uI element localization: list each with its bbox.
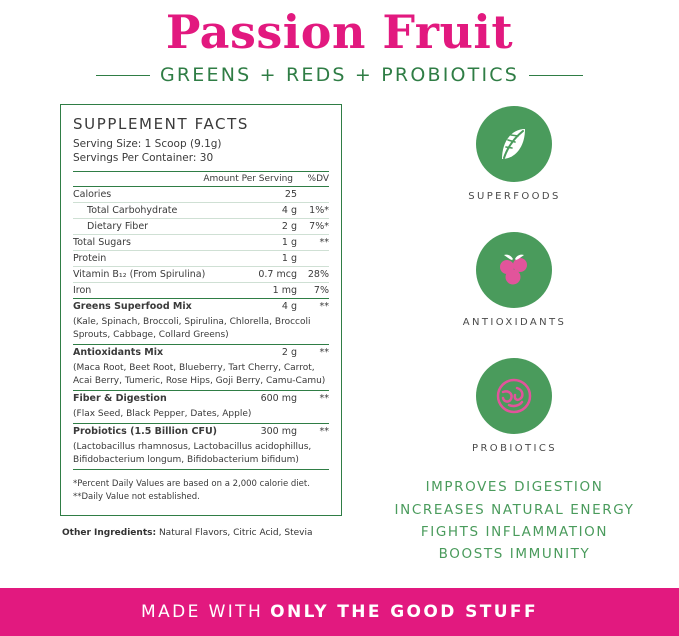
badge-list — [370, 104, 659, 454]
blend-name: Antioxidants Mix — [73, 346, 164, 358]
blend-name: Fiber & Digestion — [73, 392, 167, 404]
badge-probiotics — [472, 358, 557, 454]
blend-dv: ** — [319, 392, 329, 404]
divider-right — [529, 75, 583, 76]
nutrient-dv: 7% — [297, 282, 329, 298]
nutrient-amount: 1 g — [245, 250, 297, 266]
table-row — [73, 344, 329, 360]
table-row — [73, 218, 329, 234]
benefit-item: INCREASES NATURAL ENERGY — [394, 501, 635, 518]
servings-per-container: Servings Per Container: 30 — [73, 152, 214, 165]
table-row — [73, 390, 329, 406]
table-row — [73, 423, 329, 439]
benefit-item: FIGHTS INFLAMMATION — [420, 523, 609, 540]
leaf-icon — [489, 119, 539, 169]
nutrient-dv: 1%* — [297, 202, 329, 218]
nutrient-name: Iron — [73, 282, 245, 298]
benefit-item: IMPROVES DIGESTION — [425, 479, 604, 496]
nutrient-name: Total Sugars — [73, 234, 245, 250]
blend-description: (Kale, Spinach, Broccoli, Spirulina, Chlorella, Broccoli Sprouts, Cabbage, Collard Greens) — [73, 314, 329, 345]
table-row — [73, 234, 329, 250]
blend-dv: ** — [319, 300, 329, 312]
table-row — [73, 314, 329, 345]
table-row — [73, 266, 329, 282]
blend-amount: 4 g — [281, 300, 297, 312]
nutrient-name: Total Carbohydrate — [73, 202, 245, 218]
badge-label: ANTIOXIDANTS — [462, 317, 567, 329]
col-amount-per-serving: Amount Per Serving — [203, 173, 293, 184]
blend-name: Greens Superfood Mix — [73, 300, 192, 312]
table-row — [73, 187, 329, 203]
main-content — [0, 86, 679, 565]
blend-amount: 2 g — [281, 346, 297, 358]
badge-circle — [476, 232, 552, 308]
divider-left — [96, 75, 150, 76]
serving-size: Serving Size: 1 Scoop (9.1g) — [73, 138, 222, 151]
nutrient-dv: 28% — [297, 266, 329, 282]
badge-label: PROBIOTICS — [472, 443, 557, 455]
nutrient-name: Vitamin B₁₂ (From Spirulina) — [73, 266, 245, 282]
nutrient-dv — [297, 250, 329, 266]
bottom-banner — [0, 588, 679, 636]
supplement-facts-column — [0, 104, 360, 565]
badge-label: SUPERFOODS — [468, 191, 561, 203]
table-row — [73, 360, 329, 391]
table-row — [73, 282, 329, 298]
blend-dv: ** — [319, 425, 329, 437]
blend-description: (Maca Root, Beet Root, Blueberry, Tart Cherry, Carrot, Acai Berry, Tumeric, Rose Hips, Goji Berry, Camu-Camu) — [73, 360, 329, 391]
table-row — [73, 250, 329, 266]
nutrition-table — [73, 187, 329, 470]
supplement-facts-panel — [60, 104, 342, 516]
blend-description: (Flax Seed, Black Pepper, Dates, Apple) — [73, 406, 329, 424]
nutrient-amount: 0.7 mcg — [245, 266, 297, 282]
column-headers — [73, 174, 329, 186]
table-row — [73, 439, 329, 470]
badge-circle — [476, 106, 552, 182]
badge-superfoods — [468, 106, 561, 202]
header-rule — [73, 171, 329, 172]
table-row — [73, 406, 329, 424]
footnote-daily-values: *Percent Daily Values are based on a 2,000 calorie diet. — [73, 478, 310, 489]
nutrient-dv: ** — [297, 234, 329, 250]
subtitle-row — [0, 64, 679, 86]
nutrient-name: Dietary Fiber — [73, 218, 245, 234]
nutrient-dv: 7%* — [297, 218, 329, 234]
other-ingredients — [62, 528, 360, 538]
badge-circle — [476, 358, 552, 434]
nutrient-dv — [297, 187, 329, 203]
blend-description: (Lactobacillus rhamnosus, Lactobacillus acidophillus, Bifidobacterium longum, Bifidobacterium bifidum) — [73, 439, 329, 470]
footnotes — [73, 478, 329, 504]
supplement-facts-title: SUPPLEMENT FACTS — [73, 115, 250, 134]
blend-amount: 600 mg — [260, 392, 297, 404]
benefits-column — [360, 104, 679, 565]
other-ingredients-value: Natural Flavors, Citric Acid, Stevia — [158, 528, 313, 539]
other-ingredients-label: Other Ingredients: — [62, 528, 157, 539]
table-row — [73, 202, 329, 218]
badge-antioxidants — [463, 232, 567, 328]
nutrient-amount: 25 — [245, 187, 297, 203]
blend-dv: ** — [319, 346, 329, 358]
nutrient-amount: 1 g — [245, 234, 297, 250]
probiotics-icon — [489, 371, 539, 421]
nutrient-name: Protein — [73, 250, 245, 266]
header — [0, 0, 679, 86]
nutrient-amount: 4 g — [245, 202, 297, 218]
product-subtitle: GREENS + REDS + PROBIOTICS — [159, 64, 520, 87]
blend-name: Probiotics (1.5 Billion CFU) — [73, 425, 218, 437]
nutrient-name: Calories — [73, 187, 245, 203]
nutrient-amount: 1 mg — [245, 282, 297, 298]
banner-bold-text: ONLY THE GOOD STUFF — [270, 602, 538, 622]
blend-amount: 300 mg — [260, 425, 297, 437]
page-title: Passion Fruit — [165, 5, 514, 59]
table-row — [73, 298, 329, 314]
nutrient-amount: 2 g — [245, 218, 297, 234]
berries-icon — [489, 245, 539, 295]
footnote-not-established: **Daily Value not established. — [73, 491, 200, 502]
col-percent-dv: %DV — [307, 173, 329, 184]
benefit-item: BOOSTS IMMUNITY — [438, 546, 591, 563]
banner-light-text: MADE WITH — [141, 602, 264, 622]
benefits-list — [370, 476, 659, 565]
